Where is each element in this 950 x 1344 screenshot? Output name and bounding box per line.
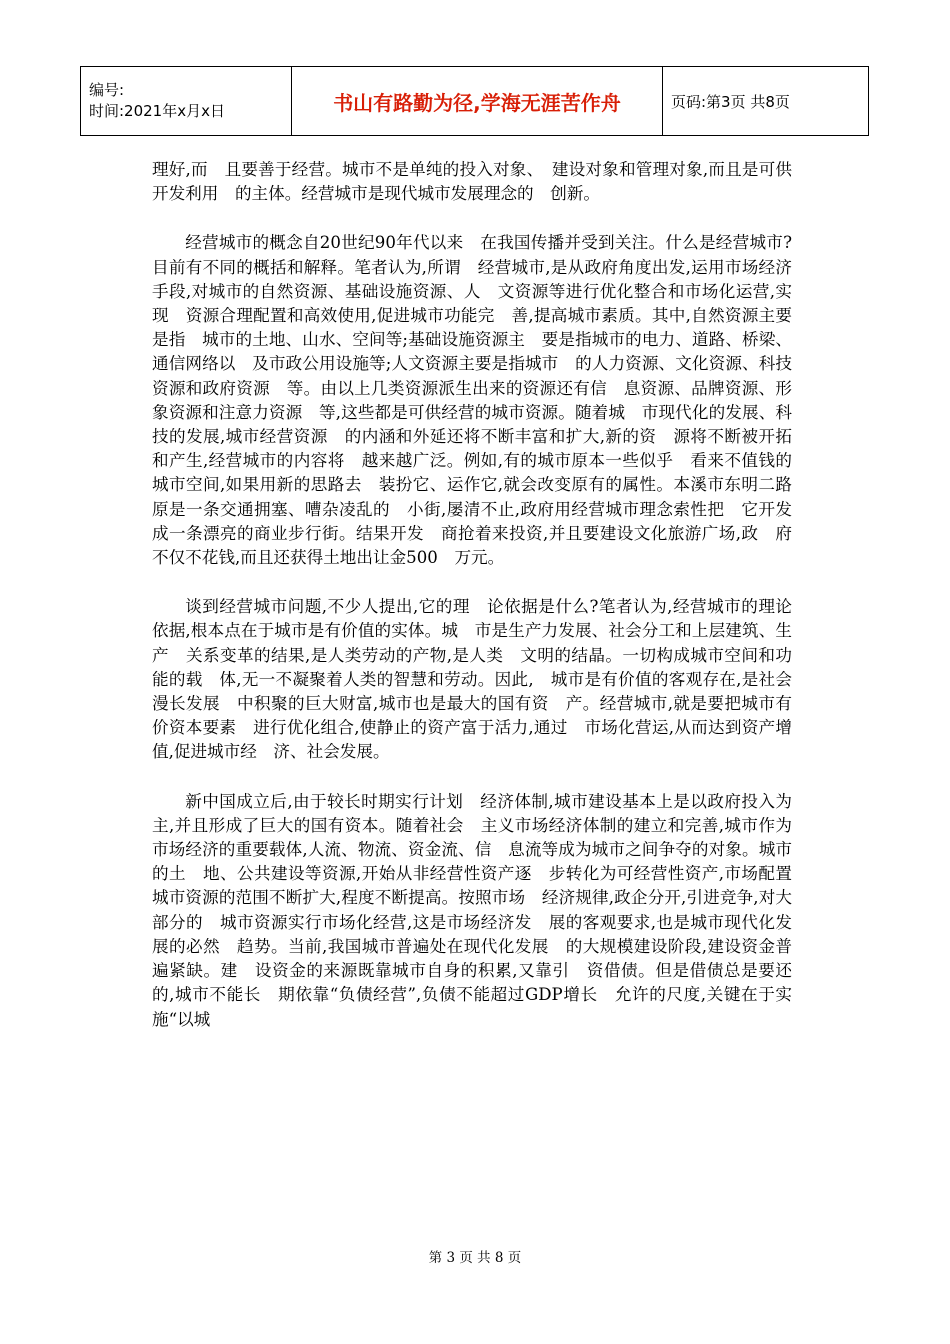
paragraph-continued: 理好,而 且要善于经营。城市不是单纯的投入对象、 建设对象和管理对象,而且是可供开发利用 的主体。经营城市是现代城市发展理念的 创新。 <box>152 160 792 204</box>
paragraph: 经营城市的概念自20世纪90年代以来 在我国传播并受到关注。什么是经营城市? 目前有不同的概括和解释。笔者认为,所谓 经营城市,是从政府角度出发,运用市场经济 手段,对城市的自然资源、基础设施资源、人 文资源等进行优化整合和市场化运营,实现 资源合理配置和高效使用,促进城市功能完 善,提高城市素质。其中,自然资源主要是指 城市的土地、山水、空间等;基础设施资源主 要是指城市的电力、道路、桥梁、通信网络以 及市政公用设施等;人文资源主要是指城市 的人力资源、文化资源、科技资源和政府资源 等。由以上几类资源派生出来的资源还有信 息资源、品牌资源、形象资源和注意力资源 等,这些都是可供经营的城市资源。随着城 市现代化的发展、科技的发展,城市经营资源 的内涵和外延还将不断丰富和扩大,新的资 源将不断被开拓和产生,经营城市的内容将 越来越广泛。例如,有的城市原本一些似乎 看来不值钱的城市空间,如果用新的思路去 装扮它、运作它,就会改变原有的属性。本溪市东明二路原是一条交通拥塞、嘈杂凌乱的 小街,屡清不止,政府用经营城市理念索性把 它开发成一条漂亮的商业步行街。结果开发 商抢着来投资,并且要建设文化旅游广场,政 府不仅不花钱,而且还获得土地出让金500 万元。 <box>152 233 809 568</box>
header-motto: 书山有路勤为径,学海无涯苦作舟 <box>292 67 663 136</box>
document-number-label: 编号: <box>89 81 125 99</box>
document-body <box>152 158 809 1032</box>
header-page-info: 页码:第3页 共8页 <box>663 67 869 136</box>
document-date-label: 时间:2021年x月x日 <box>89 102 225 120</box>
paragraph: 新中国成立后,由于较长时期实行计划 经济体制,城市建设基本上是以政府投入为 主,并且形成了巨大的国有资本。随着社会 主义市场经济体制的建立和完善,城市作为 市场经济的重要载体,人流、物流、资金流、信 息流等成为城市之间争夺的对象。城市的土 地、公共建设等资源,开始从非经营性资产逐 步转化为可经营性资产,市场配置城市资源的范围不断扩大,程度不断提高。按照市场 经济规律,政企分开,引进竞争,对大部分的 城市资源实行市场化经营,这是市场经济发 展的客观要求,也是城市现代化发展的必然 趋势。当前,我国城市普遍处在现代化发展 的大规模建设阶段,建设资金普遍紧缺。建 设资金的来源既靠城市自身的积累,又靠引 资借债。但是借债总是要还的,城市不能长 期依靠“负债经营”,负债不能超过GDP增长 允许的尺度,关键在于实施“以城 <box>152 791 809 1029</box>
paragraph: 谈到经营城市问题,不少人提出,它的理 论依据是什么?笔者认为,经营城市的理论 依据,根本点在于城市是有价值的实体。城 市是生产力发展、社会分工和上层建筑、生产 关系变革的结果,是人类劳动的产物,是人类 文明的结晶。一切构成城市空间和功能的载 体,无一不凝聚着人类的智慧和劳动。因此, 城市是有价值的客观存在,是社会漫长发展 中积聚的巨大财富,城市也是最大的国有资 产。经营城市,就是要把城市有价资本要素 进行优化组合,使静止的资产富于活力,通过 市场化营运,从而达到资产增值,促进城市经 济、社会发展。 <box>152 597 809 762</box>
document-header <box>80 66 869 136</box>
header-meta-cell <box>81 67 292 136</box>
page-footer: 第 3 页 共 8 页 <box>428 1250 522 1266</box>
